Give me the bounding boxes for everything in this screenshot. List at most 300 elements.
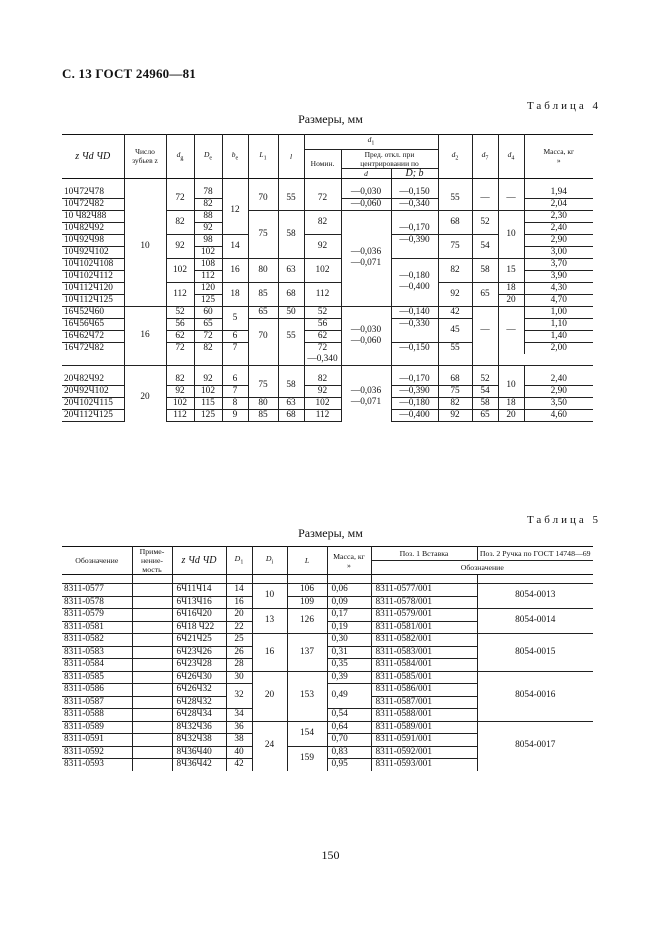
- table-cell: 12: [222, 187, 248, 235]
- table-cell: 8Ч36Ч42: [172, 759, 226, 771]
- table-cell: 8311-0586: [62, 684, 132, 697]
- table-cell: 6Ч13Ч16: [172, 596, 226, 609]
- table-cell: 8054-0017: [477, 721, 593, 771]
- table-cell: [132, 734, 172, 747]
- table-cell: 55: [438, 342, 472, 354]
- table-cell: 92: [166, 234, 194, 258]
- t5-header-oboz: Обозначение: [371, 561, 593, 575]
- table-cell: [341, 365, 391, 374]
- table-cell: 8054-0013: [477, 584, 593, 609]
- table-cell: 1,00: [524, 306, 593, 318]
- table-cell: 0,19: [327, 621, 371, 634]
- table-cell: 4,30: [524, 282, 593, 294]
- table-cell: 15: [498, 258, 524, 282]
- table-cell: 58: [278, 374, 304, 398]
- table-cell: 54: [472, 234, 498, 258]
- table4-caption: Размеры, мм: [298, 112, 363, 126]
- header-d: $d_g$: [166, 135, 194, 179]
- table-cell: [132, 709, 172, 722]
- table-cell: [438, 365, 472, 374]
- table-cell: 82: [166, 210, 194, 234]
- table-cell: 72: [304, 342, 341, 354]
- table-cell: [278, 354, 304, 366]
- table-cell: 70: [248, 318, 278, 354]
- table-cell: 102: [194, 246, 222, 258]
- table-cell: [132, 721, 172, 734]
- table-cell: 20: [226, 609, 252, 622]
- table-cell: 0,54: [327, 709, 371, 722]
- table-cell: 38: [226, 734, 252, 747]
- table-cell: 14: [226, 584, 252, 597]
- table-cell: 4,70: [524, 294, 593, 306]
- table-cell: 8311-0584: [62, 659, 132, 672]
- table-cell: 10Ч92Ч98: [62, 234, 124, 246]
- table-cell: 3,00: [524, 246, 593, 258]
- table-cell: 8311-0581/001: [371, 621, 477, 634]
- table-cell: 68: [438, 374, 472, 386]
- table-cell: 98: [194, 234, 222, 246]
- table-cell: 8311-0577: [62, 584, 132, 597]
- table-cell: 8Ч36Ч40: [172, 746, 226, 759]
- table-cell: 63: [278, 397, 304, 409]
- table-cell: 82: [194, 198, 222, 210]
- table-cell: 16Ч62Ч72: [62, 330, 124, 342]
- table-cell: 52: [472, 210, 498, 234]
- table-cell: 52: [472, 374, 498, 386]
- table-cell: 62: [166, 330, 194, 342]
- table-cell: [248, 354, 278, 366]
- table-cell: 10 Ч82Ч88: [62, 210, 124, 222]
- table4-label: Таблица 4: [526, 100, 601, 112]
- table-cell: 8311-0584/001: [371, 659, 477, 672]
- table-cell: 70: [248, 187, 278, 211]
- table-cell: [124, 178, 166, 187]
- header-zdD: z Чd ЧD: [62, 135, 124, 179]
- table-cell: 36: [226, 721, 252, 734]
- table-cell: 8Ч32Ч36: [172, 721, 226, 734]
- table-cell: 65: [472, 409, 498, 421]
- table-cell: 10: [498, 374, 524, 398]
- table-cell: 28: [226, 659, 252, 672]
- header-b: $b_e$: [222, 135, 248, 179]
- table-cell: 24: [252, 721, 287, 771]
- table-cell: 112: [166, 409, 194, 421]
- table-cell: 14: [222, 234, 248, 258]
- table-cell: 16: [222, 258, 248, 282]
- table-cell: 6Ч23Ч28: [172, 659, 226, 672]
- table-cell: 125: [194, 294, 222, 306]
- table-cell: 18: [498, 397, 524, 409]
- table-cell: [341, 178, 391, 187]
- table-cell: 6Ч28Ч32: [172, 696, 226, 709]
- table-cell: 159: [287, 746, 327, 771]
- table-cell: 85: [248, 409, 278, 421]
- table-cell: 68: [278, 282, 304, 306]
- table-cell: 10Ч102Ч112: [62, 270, 124, 282]
- table-cell: 63: [278, 258, 304, 282]
- table-cell: 10: [252, 584, 287, 609]
- table-cell: 112: [304, 409, 341, 421]
- table-cell: 65: [194, 318, 222, 330]
- t5-header-pos1: Поз. 1 Вставка: [371, 547, 477, 561]
- header-l: l: [278, 135, 304, 179]
- table-cell: [132, 609, 172, 622]
- teeth-cell: 16: [124, 306, 166, 365]
- table-cell: [132, 671, 172, 684]
- table-cell: —0,340: [304, 354, 341, 366]
- table-cell: 0,70: [327, 734, 371, 747]
- table-cell: 8: [222, 397, 248, 409]
- table-cell: 18: [222, 282, 248, 306]
- table-cell: 20Ч82Ч92: [62, 374, 124, 386]
- table-cell: 8311-0578/001: [371, 596, 477, 609]
- table-cell: 75: [248, 210, 278, 258]
- table-cell: 7: [222, 342, 248, 354]
- table-cell: [132, 634, 172, 647]
- table-cell: 0,49: [327, 684, 371, 709]
- table-cell: 10Ч72Ч82: [62, 198, 124, 210]
- table-cell: 92: [304, 234, 341, 258]
- table-cell: 68: [278, 409, 304, 421]
- table-cell: 0,35: [327, 659, 371, 672]
- table-cell: 0,09: [327, 596, 371, 609]
- table-cell: 55: [278, 318, 304, 354]
- header-by-Db: D; b: [391, 168, 438, 178]
- t5-header-zdD: z Чd ЧD: [172, 547, 226, 575]
- header-by-d: d: [341, 168, 391, 178]
- table-cell: —0,140: [391, 306, 438, 318]
- table-cell: 8311-0586/001: [371, 684, 477, 697]
- table-cell: 82: [304, 374, 341, 386]
- table-cell: 78: [194, 187, 222, 199]
- table-cell: [222, 365, 248, 374]
- table-cell: [172, 575, 226, 584]
- table-cell: 16Ч56Ч65: [62, 318, 124, 330]
- teeth-cell: 20: [124, 374, 166, 422]
- table-cell: 8311-0589: [62, 721, 132, 734]
- table-cell: 82: [438, 258, 472, 282]
- table-cell: 112: [194, 270, 222, 282]
- header-d1: $d_1$: [304, 135, 438, 150]
- table-cell: [166, 354, 194, 366]
- table-cell: 154: [287, 721, 327, 746]
- table-cell: 4,60: [524, 409, 593, 421]
- table-cell: [132, 759, 172, 771]
- table-cell: 8311-0587: [62, 696, 132, 709]
- table-cell: 32: [226, 684, 252, 709]
- header-d2: $d_2$: [438, 135, 472, 179]
- table-cell: 88: [194, 210, 222, 222]
- table-cell: [62, 365, 124, 374]
- table-row: [62, 187, 593, 199]
- header-d7: $d_7$: [472, 135, 498, 179]
- table-cell: 16: [252, 634, 287, 672]
- table-cell: 7: [222, 385, 248, 397]
- table-cell: 56: [166, 318, 194, 330]
- table-row: [62, 634, 593, 647]
- table-cell: 137: [287, 634, 327, 672]
- table-cell: 65: [248, 306, 278, 318]
- table-cell: [477, 575, 593, 584]
- table-cell: 8311-0585/001: [371, 671, 477, 684]
- tol-group-20: —0,036 —0,071: [341, 374, 391, 422]
- table-cell: 102: [166, 258, 194, 282]
- table-cell: 20Ч112Ч125: [62, 409, 124, 421]
- table-cell: 1,10: [524, 318, 593, 330]
- table-cell: 102: [194, 385, 222, 397]
- header-mass: Масса, кг »: [524, 135, 593, 179]
- table-cell: 1,40: [524, 330, 593, 342]
- table-cell: 20: [498, 409, 524, 421]
- table-cell: 112: [166, 282, 194, 306]
- table-cell: 82: [304, 210, 341, 234]
- table-cell: 82: [438, 397, 472, 409]
- table-cell: [278, 178, 304, 187]
- table-cell: 8311-0588: [62, 709, 132, 722]
- table-cell: 8054-0014: [477, 609, 593, 634]
- table-cell: 0,06: [327, 584, 371, 597]
- table-cell: 153: [287, 671, 327, 721]
- table-cell: 16Ч72Ч82: [62, 342, 124, 354]
- table-cell: [222, 354, 248, 366]
- table-cell: 52: [304, 306, 341, 318]
- table-cell: —0,150: [391, 342, 438, 354]
- table-cell: 6Ч16Ч20: [172, 609, 226, 622]
- table-cell: 10: [498, 210, 524, 258]
- table-cell: 8311-0591: [62, 734, 132, 747]
- table-cell: [438, 354, 472, 366]
- table-cell: —0,390: [391, 385, 438, 397]
- table-cell: [472, 365, 498, 374]
- table-cell: —0,170: [391, 374, 438, 386]
- table-cell: 120: [194, 282, 222, 294]
- tol-Db-group: —0,180 —0,400: [391, 258, 438, 306]
- table-cell: [166, 178, 194, 187]
- table-cell: 2,04: [524, 198, 593, 210]
- table-cell: 65: [472, 282, 498, 306]
- table-cell: 2,00: [524, 342, 593, 354]
- table-cell: [472, 354, 498, 366]
- table-cell: 42: [226, 759, 252, 771]
- table-cell: —0,150: [391, 187, 438, 199]
- table-cell: —0,030: [341, 187, 391, 199]
- table-cell: 6Ч26Ч32: [172, 684, 226, 697]
- t5-header-designation: Обозначение: [62, 547, 132, 575]
- table-cell: [226, 575, 252, 584]
- table-cell: 25: [226, 634, 252, 647]
- table-cell: 8311-0589/001: [371, 721, 477, 734]
- table-cell: [132, 659, 172, 672]
- t5-header-L: L: [287, 547, 327, 575]
- table-cell: [62, 354, 124, 366]
- table-cell: 20: [498, 294, 524, 306]
- table-cell: [472, 178, 498, 187]
- table-cell: 8054-0015: [477, 634, 593, 672]
- table-cell: 34: [226, 709, 252, 722]
- table-cell: —0,060: [341, 198, 391, 210]
- table-cell: [248, 178, 278, 187]
- table-cell: [327, 575, 371, 584]
- table-cell: 42: [438, 306, 472, 318]
- table-cell: 6Ч11Ч14: [172, 584, 226, 597]
- table-cell: 54: [472, 385, 498, 397]
- table-cell: 8311-0582: [62, 634, 132, 647]
- table5: [62, 546, 593, 771]
- table-cell: 92: [438, 409, 472, 421]
- table-cell: 8311-0593/001: [371, 759, 477, 771]
- table-cell: [304, 178, 341, 187]
- table-cell: —0,170: [391, 210, 438, 234]
- table-cell: [391, 354, 438, 366]
- table-cell: 10Ч92Ч102: [62, 246, 124, 258]
- table-cell: 55: [278, 187, 304, 211]
- table-cell: 102: [304, 258, 341, 282]
- table-cell: 2,30: [524, 210, 593, 222]
- table-cell: 30: [226, 671, 252, 684]
- t5-header-D1: $D_1$: [226, 547, 252, 575]
- table-row: [62, 671, 593, 684]
- table-cell: 2,90: [524, 385, 593, 397]
- table-cell: [498, 354, 524, 366]
- table-cell: 6: [222, 374, 248, 386]
- table-cell: 75: [438, 385, 472, 397]
- table-cell: 6Ч28Ч34: [172, 709, 226, 722]
- header-teeth: Число зубьев z: [124, 135, 166, 179]
- table-cell: [124, 365, 166, 374]
- table-row: [62, 609, 593, 622]
- table5-label: Таблица 5: [526, 514, 601, 526]
- table-cell: 52: [166, 306, 194, 318]
- table-cell: [132, 596, 172, 609]
- table-row: [62, 721, 593, 734]
- table-cell: 62: [304, 330, 341, 342]
- table-cell: 45: [438, 318, 472, 342]
- table-cell: —: [472, 306, 498, 354]
- table-cell: 58: [472, 397, 498, 409]
- table-cell: 8311-0587/001: [371, 696, 477, 709]
- table-cell: 6Ч21Ч25: [172, 634, 226, 647]
- tol-group-16: —0,030 —0,060: [341, 306, 391, 365]
- table-cell: [194, 354, 222, 366]
- table-cell: [391, 365, 438, 374]
- table-cell: 8311-0591/001: [371, 734, 477, 747]
- table-cell: 2,90: [524, 234, 593, 246]
- table-cell: [132, 696, 172, 709]
- table-cell: 8311-0582/001: [371, 634, 477, 647]
- table-cell: [278, 365, 304, 374]
- table-cell: 10Ч102Ч108: [62, 258, 124, 270]
- t5-header-pos2: Поз. 2 Ручка по ГОСТ 14748—69: [477, 547, 593, 561]
- table-cell: 102: [166, 397, 194, 409]
- table-cell: [62, 178, 124, 187]
- table-cell: [391, 178, 438, 187]
- table-cell: 8311-0581: [62, 621, 132, 634]
- table-cell: —0,340: [391, 198, 438, 210]
- table-cell: 72: [194, 330, 222, 342]
- table-cell: 8311-0583/001: [371, 646, 477, 659]
- table-cell: 10Ч72Ч78: [62, 187, 124, 199]
- table-cell: 92: [304, 385, 341, 397]
- page-number: 150: [321, 848, 340, 862]
- table-cell: [132, 575, 172, 584]
- table-cell: 20: [252, 671, 287, 721]
- table-cell: 1,94: [524, 187, 593, 199]
- table-cell: 6Ч23Ч26: [172, 646, 226, 659]
- table-cell: 58: [472, 258, 498, 282]
- table-cell: [248, 365, 278, 374]
- table-cell: 112: [304, 282, 341, 306]
- table-cell: 20Ч92Ч102: [62, 385, 124, 397]
- table-cell: 0,30: [327, 634, 371, 647]
- table-cell: 2,40: [524, 222, 593, 234]
- table-cell: [252, 575, 287, 584]
- table-cell: 0,64: [327, 721, 371, 734]
- table-cell: 106: [287, 584, 327, 597]
- table-cell: [524, 365, 593, 374]
- table-cell: [194, 178, 222, 187]
- table-cell: 92: [194, 374, 222, 386]
- table-cell: [194, 365, 222, 374]
- table-cell: 8311-0592/001: [371, 746, 477, 759]
- table-cell: 55: [438, 187, 472, 211]
- table-cell: [132, 746, 172, 759]
- table-cell: —: [498, 306, 524, 354]
- table-cell: 0,17: [327, 609, 371, 622]
- table-cell: 9: [222, 409, 248, 421]
- table-cell: —0,180: [391, 397, 438, 409]
- table-cell: [222, 178, 248, 187]
- table-cell: 82: [194, 342, 222, 354]
- table4: [62, 134, 593, 422]
- table-cell: 3,90: [524, 270, 593, 282]
- table-cell: 20Ч102Ч115: [62, 397, 124, 409]
- table-cell: 72: [166, 187, 194, 211]
- header-d4: $d_4$: [498, 135, 524, 179]
- table-cell: 16: [226, 596, 252, 609]
- table-cell: 8054-0016: [477, 671, 593, 721]
- table-cell: 92: [438, 282, 472, 306]
- table-cell: 50: [278, 306, 304, 318]
- table-cell: 72: [166, 342, 194, 354]
- table-cell: 8311-0577/001: [371, 584, 477, 597]
- table-cell: —: [498, 187, 524, 211]
- header-tolerance: Пред. откл. при центрировании по: [341, 149, 438, 168]
- table-cell: [498, 365, 524, 374]
- t5-header-mass: Масса, кг »: [327, 547, 371, 575]
- table-cell: 16Ч52Ч60: [62, 306, 124, 318]
- table-cell: 8Ч32Ч38: [172, 734, 226, 747]
- table-cell: 56: [304, 318, 341, 330]
- table-cell: [498, 178, 524, 187]
- table-cell: 5: [222, 306, 248, 330]
- table-cell: 82: [166, 374, 194, 386]
- table-cell: 2,40: [524, 374, 593, 386]
- table-cell: —0,330: [391, 318, 438, 342]
- table-cell: 3,50: [524, 397, 593, 409]
- table-cell: [287, 575, 327, 584]
- header-D: $D_e$: [194, 135, 222, 179]
- table-cell: 8311-0592: [62, 746, 132, 759]
- table-cell: 6Ч18 Ч22: [172, 621, 226, 634]
- table-cell: 8311-0578: [62, 596, 132, 609]
- table-cell: 60: [194, 306, 222, 318]
- table-cell: 68: [438, 210, 472, 234]
- table-cell: —: [472, 187, 498, 211]
- table-cell: [438, 178, 472, 187]
- table-cell: 26: [226, 646, 252, 659]
- table-cell: 85: [248, 282, 278, 306]
- table-cell: 10Ч112Ч125: [62, 294, 124, 306]
